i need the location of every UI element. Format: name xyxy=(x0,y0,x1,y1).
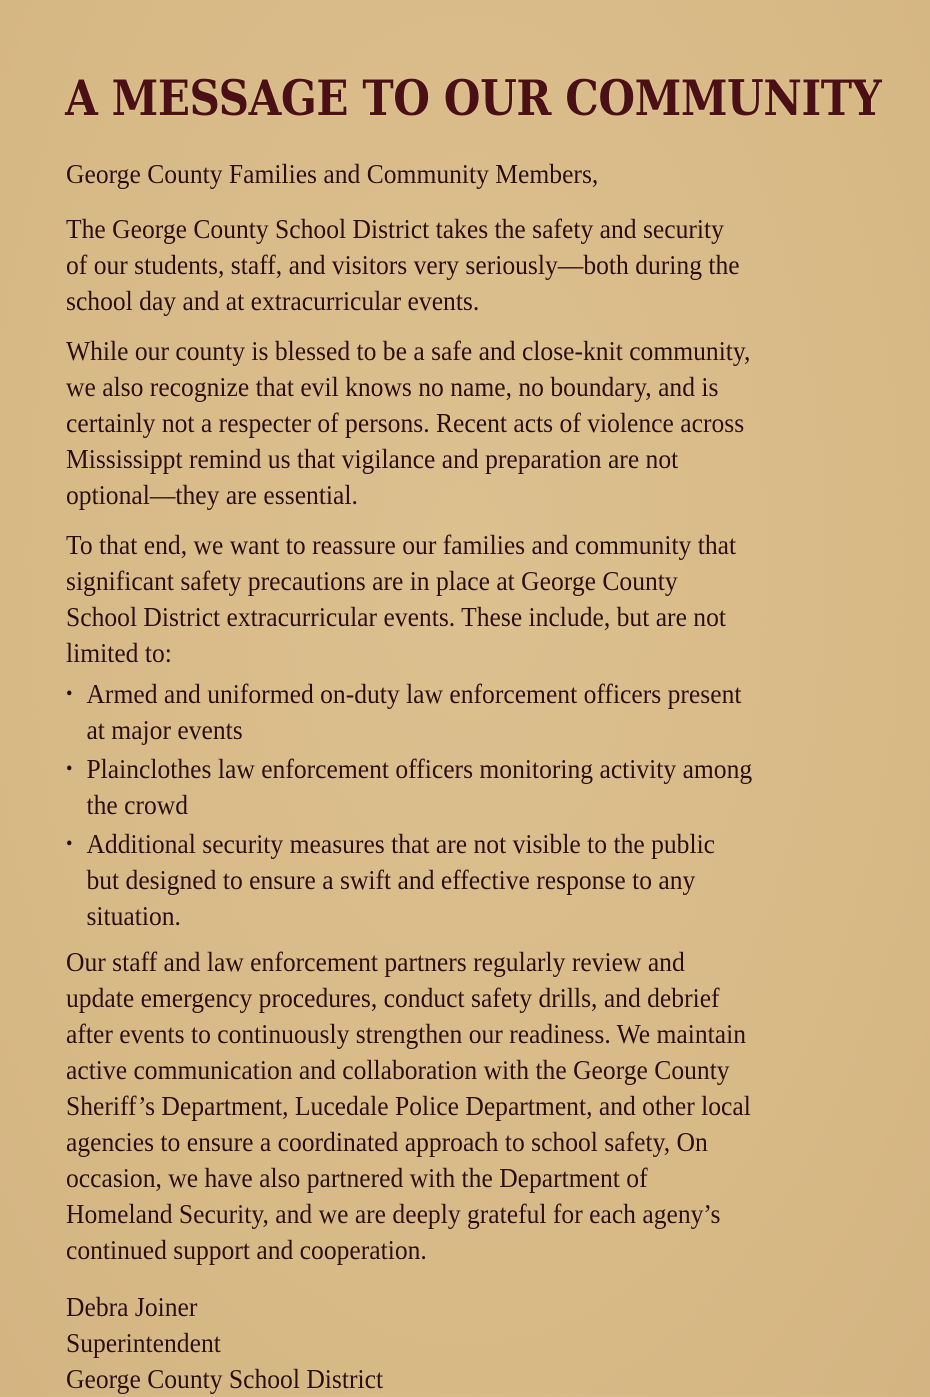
paragraph-line: certainly not a respecter of persons. Recent acts of violence across xyxy=(66,407,745,438)
paragraph-line: occasion, we have also partnered with the Department of xyxy=(66,1162,648,1193)
list-item-line: Additional security measures that are not visible to the public xyxy=(86,828,716,859)
paragraph-line: after events to continuously strengthen our readiness. We maintain xyxy=(66,1018,747,1049)
precautions-list xyxy=(66,676,752,937)
list-item xyxy=(66,751,752,823)
signature-organization: George County School District xyxy=(66,1363,384,1394)
list-item-line: Armed and uniformed on-duty law enforcement officers present xyxy=(86,678,742,709)
paragraph-line: optional—they are essential. xyxy=(66,479,358,510)
paragraph-line: School District extracurricular events. These include, but are not xyxy=(66,601,726,632)
paragraph-partners xyxy=(66,944,751,1268)
signature-role: Superintendent xyxy=(66,1327,221,1358)
salutation xyxy=(66,156,598,192)
list-item-line: Plainclothes law enforcement officers monitoring activity among xyxy=(86,753,753,784)
paragraph-community xyxy=(66,333,750,513)
signature-name: Debra Joiner xyxy=(66,1291,198,1322)
paragraph-line: significant safety precautions are in place at George County xyxy=(66,565,678,596)
list-item-line: but designed to ensure a swift and effective response to any xyxy=(86,864,696,895)
paragraph-line: Mississippt remind us that vigilance and preparation are not xyxy=(66,443,679,474)
paragraph-line: update emergency procedures, conduct safety drills, and debrief xyxy=(66,982,720,1013)
paragraph-precautions xyxy=(66,527,736,671)
paragraph-line: school day and at extracurricular events. xyxy=(66,285,480,316)
paragraph-line: Our staff and law enforcement partners regularly review and xyxy=(66,946,685,977)
bullet-icon xyxy=(66,676,86,712)
list-item-line: situation. xyxy=(86,900,181,931)
paragraph-line: limited to: xyxy=(66,637,172,668)
paragraph-line: of our students, staff, and visitors very seriously—both during the xyxy=(66,249,740,280)
paragraph-line: To that end, we want to reassure our families and community that xyxy=(66,529,737,560)
paragraph-line: agencies to ensure a coordinated approach to school safety, On xyxy=(66,1126,708,1157)
paragraph-line: Sheriff’s Department, Lucedale Police Department, and other local xyxy=(66,1090,751,1121)
paragraph-line: continued support and cooperation. xyxy=(66,1234,427,1265)
paragraph-line: Homeland Security, and we are deeply grateful for each ageny’s xyxy=(66,1198,721,1229)
list-item xyxy=(66,676,752,748)
paragraph-line: The George County School District takes the safety and security xyxy=(66,213,724,244)
page-title: A MESSAGE TO OUR COMMUNITY xyxy=(65,69,882,127)
list-item xyxy=(66,826,752,934)
paragraph-line: While our county is blessed to be a safe and close-knit community, xyxy=(66,335,751,366)
paragraph-intro xyxy=(66,211,740,319)
paragraph-line: we also recognize that evil knows no name, no boundary, and is xyxy=(66,371,719,402)
list-item-line: at major events xyxy=(86,714,243,745)
signature-block xyxy=(66,1289,383,1397)
salutation-line: George County Families and Community Members, xyxy=(66,158,599,189)
list-item-line: the crowd xyxy=(86,789,189,820)
bullet-icon xyxy=(66,751,86,787)
bullet-icon xyxy=(66,826,86,862)
paragraph-line: active communication and collaboration with the George County xyxy=(66,1054,730,1085)
